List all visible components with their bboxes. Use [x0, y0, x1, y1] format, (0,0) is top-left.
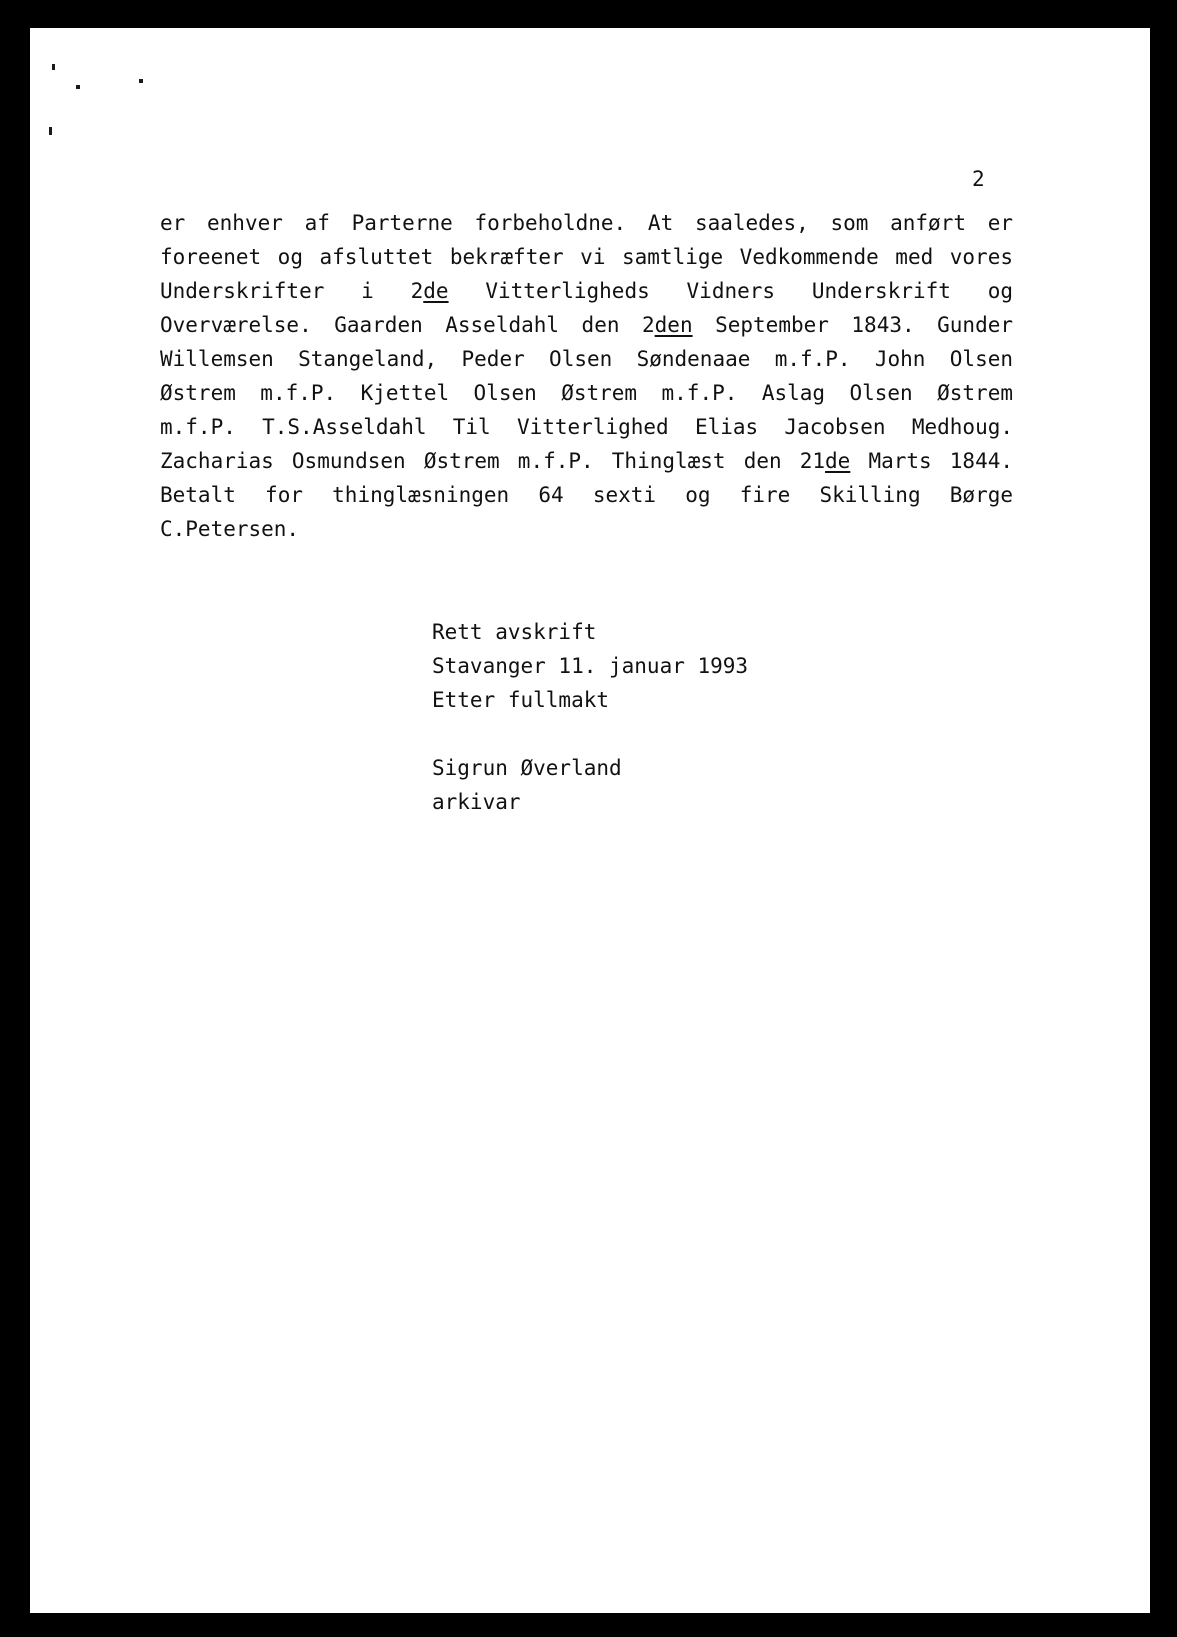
underlined-suffix: de [825, 449, 851, 473]
body-text-line [160, 410, 1013, 444]
underlined-suffix: de [423, 279, 449, 303]
scan-speck [49, 127, 52, 135]
text-segment: foreenet og afsluttet bekræfter vi samtlige Vedkommende med vores [160, 245, 1013, 269]
text-segment: Underskrifter i 2 [160, 279, 424, 303]
attestation-line-3: Etter fullmakt [432, 688, 610, 712]
body-text-line [160, 512, 1013, 546]
text-segment: Vitterligheds Vidners Underskrift og [448, 279, 1014, 303]
text-segment: Overværelse. Gaarden Asseldahl den 2 [160, 313, 655, 337]
body-text-line [160, 240, 1013, 274]
scan-speck [76, 85, 80, 89]
page-number: 2 [972, 167, 985, 191]
body-text-line [160, 274, 1013, 308]
attestation-line-1: Rett avskrift [432, 620, 597, 644]
scan-speck [52, 64, 55, 70]
text-segment: September 1843. Gunder [692, 313, 1014, 337]
attestation-line-2: Stavanger 11. januar 1993 [432, 654, 749, 678]
text-segment: Willemsen Stangeland, Peder Olsen Søndenaae m.f.P. John Olsen [160, 347, 1013, 371]
scan-speck [139, 79, 143, 83]
body-text-line [160, 478, 1013, 512]
text-segment: Marts 1844. [850, 449, 1014, 473]
signatory-name: Sigrun Øverland [432, 756, 622, 780]
text-segment: m.f.P. T.S.Asseldahl Til Vitterlighed Elias Jacobsen Medhoug. [160, 415, 1013, 439]
text-segment: Betalt for thinglæsningen 64 sexti og fire Skilling Børge [160, 483, 1013, 507]
text-segment: er enhver af Parterne forbeholdne. At saaledes, som anført er [160, 211, 1013, 235]
underlined-suffix: den [654, 313, 693, 337]
body-text-line [160, 206, 1013, 240]
body-text-line [160, 308, 1013, 342]
text-segment: C.Petersen. [160, 517, 300, 541]
text-segment: Zacharias Osmundsen Østrem m.f.P. Thinglæst den 21 [160, 449, 826, 473]
body-text-line [160, 342, 1013, 376]
text-segment: Østrem m.f.P. Kjettel Olsen Østrem m.f.P. Aslag Olsen Østrem [160, 381, 1013, 405]
body-text-line [160, 444, 1013, 478]
body-text-line [160, 376, 1013, 410]
signatory-title: arkivar [432, 790, 521, 814]
